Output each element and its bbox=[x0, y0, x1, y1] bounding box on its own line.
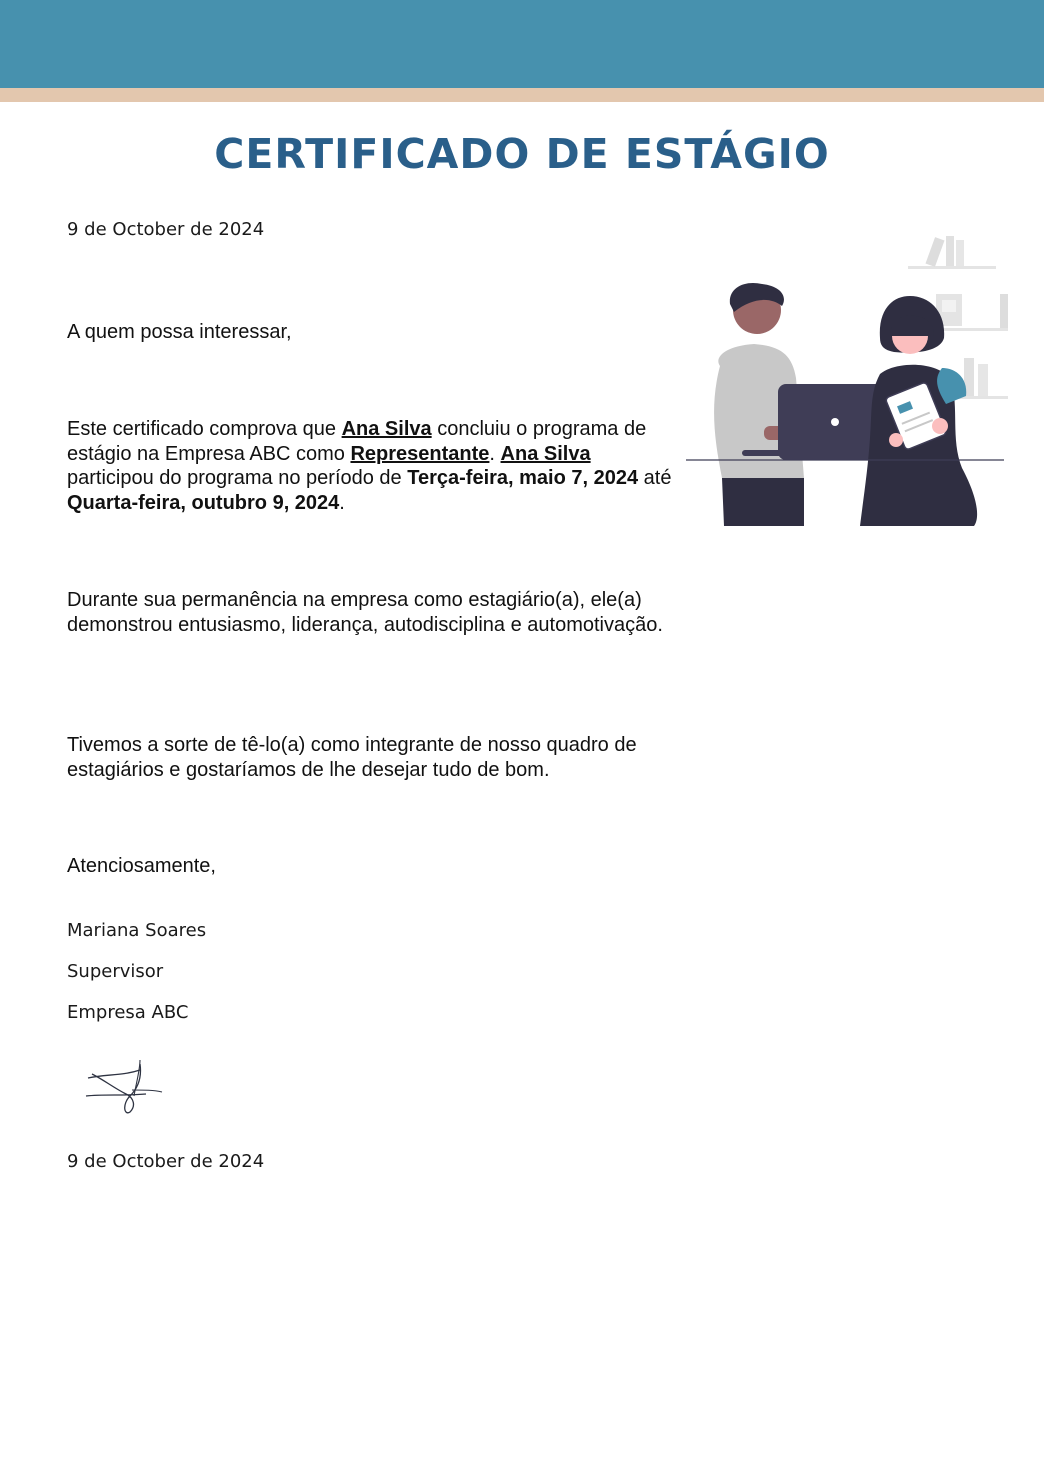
wishes-paragraph: Tivemos a sorte de tê-lo(a) como integrante de nosso quadro de estagiários e gostaríamos de lhe desejar tudo de bom. bbox=[67, 734, 637, 781]
issue-date: 9 de October de 2024 bbox=[67, 219, 265, 240]
start-date: Terça-feira, maio 7, 2024 bbox=[407, 467, 639, 489]
text: concluiu o programa de estágio na Empresa ABC como bbox=[67, 418, 647, 465]
text: Este certificado comprova que bbox=[67, 418, 342, 440]
certificate-title: CERTIFICADO DE ESTÁGIO bbox=[214, 130, 830, 178]
signer-title: Supervisor bbox=[67, 961, 164, 982]
signature-image bbox=[84, 1056, 168, 1118]
text: participou do programa no período de bbox=[67, 467, 408, 489]
text: . bbox=[489, 442, 501, 465]
header-bar bbox=[0, 0, 1044, 88]
signer-company: Empresa ABC bbox=[67, 1002, 189, 1023]
signer-name: Mariana Soares bbox=[67, 920, 207, 941]
header-accent-stripe bbox=[0, 88, 1044, 102]
performance-paragraph: Durante sua permanência na empresa como estagiário(a), ele(a) demonstrou entusiasmo, liderança, autodisciplina e automotivação. bbox=[67, 589, 663, 636]
end-date: Quarta-feira, outubro 9, 2024 bbox=[67, 491, 340, 514]
certificate-paragraph bbox=[67, 417, 677, 515]
intern-name: Ana Silva bbox=[500, 442, 591, 465]
closing: Atenciosamente, bbox=[67, 855, 216, 877]
office-illustration bbox=[684, 228, 1008, 528]
greeting: A quem possa interessar, bbox=[67, 321, 292, 343]
text: até bbox=[638, 467, 672, 489]
intern-role: Representante bbox=[350, 442, 490, 465]
text: . bbox=[339, 491, 345, 514]
signature-date: 9 de October de 2024 bbox=[67, 1151, 265, 1172]
intern-name: Ana Silva bbox=[341, 418, 432, 440]
